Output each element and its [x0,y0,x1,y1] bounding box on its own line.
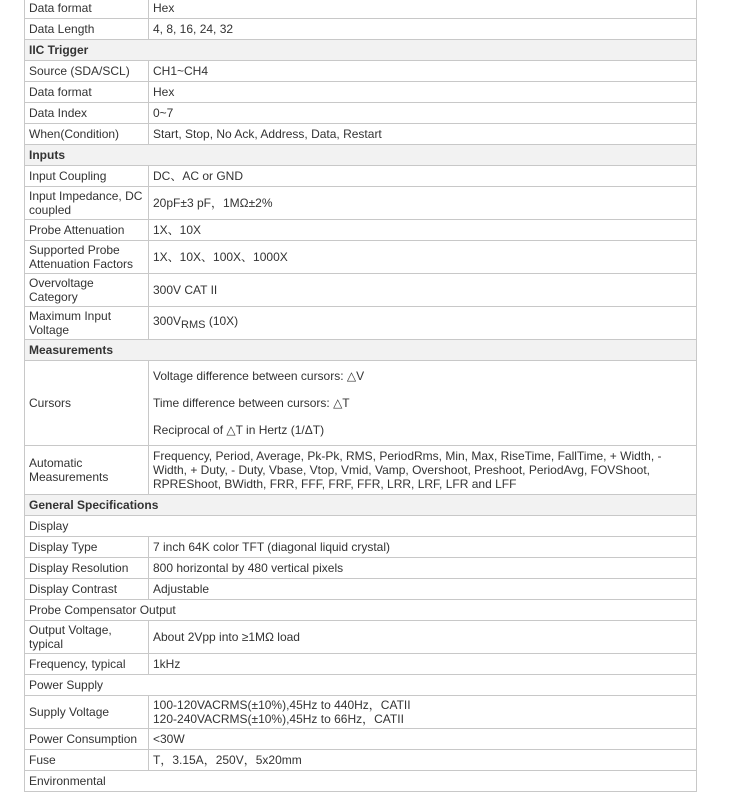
row-label: Probe Attenuation [25,220,149,241]
row-value: Hex [149,0,697,19]
subsection-title: Power Supply [25,675,697,696]
row-label: Supply Voltage [25,696,149,729]
supply-voltage-line-2: 120-240VACRMS(±10%),45Hz to 66Hz，CATII [153,712,404,726]
section-heading-iic-trigger [25,40,697,61]
row-value [149,361,697,446]
row-value: CH1~CH4 [149,61,697,82]
row-label: Fuse [25,750,149,771]
specifications-table [24,0,697,792]
table-row [25,19,697,40]
table-row [25,82,697,103]
row-value: 0~7 [149,103,697,124]
section-heading-general-specifications [25,495,697,516]
table-row [25,103,697,124]
row-value: Hex [149,82,697,103]
subsection-title: Probe Compensator Output [25,600,697,621]
table-row [25,654,697,675]
row-value: 20pF±3 pF，1MΩ±2% [149,187,697,220]
row-value: Frequency, Period, Average, Pk-Pk, RMS, PeriodRms, Min, Max, RiseTime, FallTime, + Width, - Width, + Duty, - Duty, Vbase, Vtop, Vmid, Vamp, Overshoot, Preshoot, PeriodAvg, FOVShoot, RPREShoot, BWidth, FRR, FFF, FRF, FFR, LRR, LRF, LFR and LFF [149,446,697,495]
section-title: Inputs [25,145,697,166]
row-value: 7 inch 64K color TFT (diagonal liquid crystal) [149,537,697,558]
supply-voltage-line-1: 100-120VACRMS(±10%),45Hz to 440Hz，CATII [153,698,411,712]
row-value: Start, Stop, No Ack, Address, Data, Restart [149,124,697,145]
section-heading-inputs [25,145,697,166]
row-label: When(Condition) [25,124,149,145]
subsection-title: Display [25,516,697,537]
table-row [25,537,697,558]
section-heading-measurements [25,340,697,361]
table-row [25,307,697,340]
table-row [25,274,697,307]
table-row [25,558,697,579]
subsection-probe-compensator [25,600,697,621]
row-label: Cursors [25,361,149,446]
row-value: <30W [149,729,697,750]
row-label: Source (SDA/SCL) [25,61,149,82]
row-value: 1kHz [149,654,697,675]
row-label: Display Contrast [25,579,149,600]
row-value: 800 horizontal by 480 vertical pixels [149,558,697,579]
row-label: Display Type [25,537,149,558]
attenuation-note: (10X) [205,314,239,328]
cursor-voltage-line: Voltage difference between cursors: △V [153,369,365,383]
rms-subscript: RMS [181,319,206,331]
row-label: Supported Probe Attenuation Factors [25,241,149,274]
row-label: Input Coupling [25,166,149,187]
row-value: 1X、10X、100X、1000X [149,241,697,274]
row-value: 300V CAT II [149,274,697,307]
table-row [25,0,697,19]
table-row [25,696,697,729]
row-value [149,307,697,340]
table-row [25,61,697,82]
row-value: 4, 8, 16, 24, 32 [149,19,697,40]
cursor-reciprocal-line: Reciprocal of △T in Hertz (1/ΔT) [153,423,325,437]
row-label: Frequency, typical [25,654,149,675]
row-label: Automatic Measurements [25,446,149,495]
row-label: Power Consumption [25,729,149,750]
section-title: General Specifications [25,495,697,516]
row-label: Maximum Input Voltage [25,307,149,340]
table-row [25,187,697,220]
subsection-title: Environmental [25,771,697,792]
row-value: 1X、10X [149,220,697,241]
table-row [25,579,697,600]
section-title: Measurements [25,340,697,361]
table-row [25,750,697,771]
table-row [25,621,697,654]
table-row [25,220,697,241]
row-label: Output Voltage, typical [25,621,149,654]
row-label: Data format [25,0,149,19]
row-value [149,696,697,729]
subsection-power-supply [25,675,697,696]
subsection-environmental [25,771,697,792]
row-value: About 2Vpp into ≥1MΩ load [149,621,697,654]
row-label: Data Index [25,103,149,124]
cursor-time-line: Time difference between cursors: △T [153,396,350,410]
max-voltage-value: 300V [153,314,182,328]
row-value: Adjustable [149,579,697,600]
table-row [25,729,697,750]
row-label: Data Length [25,19,149,40]
table-row [25,166,697,187]
table-row [25,124,697,145]
row-label: Overvoltage Category [25,274,149,307]
row-label: Display Resolution [25,558,149,579]
row-label: Data format [25,82,149,103]
row-label: Input Impedance, DC coupled [25,187,149,220]
table-row [25,446,697,495]
row-value: DC、AC or GND [149,166,697,187]
section-title: IIC Trigger [25,40,697,61]
table-row [25,241,697,274]
table-row [25,361,697,446]
row-value: T，3.15A，250V，5x20mm [149,750,697,771]
subsection-display [25,516,697,537]
